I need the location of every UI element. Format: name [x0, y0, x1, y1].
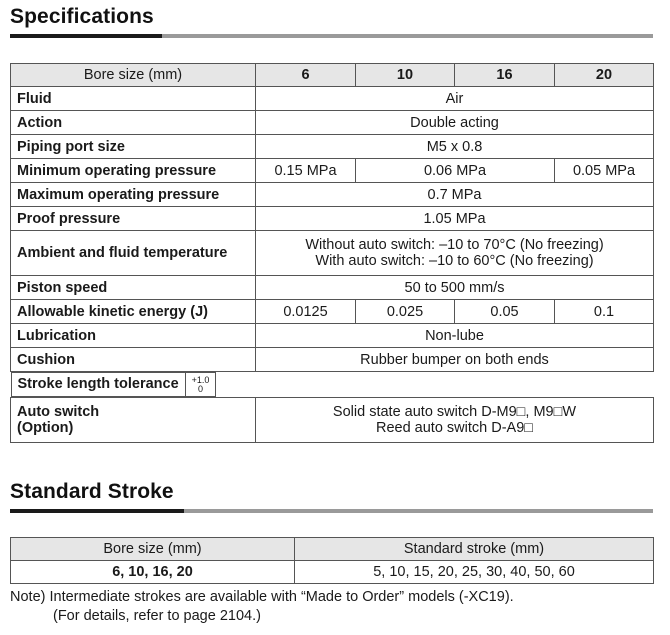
standard-stroke-title: Standard Stroke: [10, 480, 174, 503]
table-row: [11, 276, 654, 300]
action-value: Double acting: [256, 111, 654, 135]
table-row: [11, 231, 654, 276]
standard-stroke-header: Standard stroke (mm): [295, 538, 654, 561]
piston-speed-value: 50 to 500 mm/s: [256, 276, 654, 300]
row-label: Fluid: [11, 87, 256, 111]
standard-stroke-title-rule: [10, 509, 653, 513]
table-row: [11, 372, 217, 397]
kinetic-10: 0.025: [356, 300, 455, 324]
auto-switch-line-2: Reed auto switch D-A9□: [375, 420, 534, 436]
cushion-value: Rubber bumper on both ends: [256, 348, 654, 372]
bore-16-header: 16: [455, 64, 555, 87]
lubrication-value: Non-lube: [256, 324, 654, 348]
temperature-value: [256, 231, 654, 276]
table-row: [11, 207, 654, 231]
min-pressure-10-16: 0.06 MPa: [356, 159, 555, 183]
row-label: Proof pressure: [11, 207, 256, 231]
min-pressure-6: 0.15 MPa: [256, 159, 356, 183]
table-row: [11, 183, 654, 207]
table-row: [11, 111, 654, 135]
kinetic-16: 0.05: [455, 300, 555, 324]
table-row: [11, 348, 654, 372]
note-line-1: Note) Intermediate strokes are available with “Made to Order” models (-XC19).: [10, 589, 514, 605]
specifications-title-rule: [10, 34, 653, 38]
table-row: [11, 324, 654, 348]
table-row: [11, 87, 654, 111]
row-label: Action: [11, 111, 256, 135]
min-pressure-20: 0.05 MPa: [555, 159, 654, 183]
row-label: Ambient and fluid temperature: [11, 231, 256, 276]
strokes-value: 5, 10, 15, 20, 25, 30, 40, 50, 60: [295, 561, 654, 584]
auto-switch-option-label: (Option): [17, 420, 74, 436]
row-label: Minimum operating pressure: [11, 159, 256, 183]
temperature-line-1: Without auto switch: –10 to 70°C (No freezing): [305, 237, 604, 253]
row-label: [11, 398, 256, 443]
piping-value: M5 x 0.8: [256, 135, 654, 159]
bore-10-header: 10: [356, 64, 455, 87]
tolerance-lower: 0: [198, 383, 204, 394]
table-header-row: [11, 538, 654, 561]
bore-6-header: 6: [256, 64, 356, 87]
table-row: [11, 300, 654, 324]
kinetic-20: 0.1: [555, 300, 654, 324]
specifications-table: [10, 63, 654, 443]
temperature-line-2: With auto switch: –10 to 60°C (No freezing): [315, 253, 594, 269]
bore-20-header: 20: [555, 64, 654, 87]
auto-switch-line-1: Solid state auto switch D-M9□, M9□W: [332, 404, 577, 420]
table-header-row: [11, 64, 654, 87]
specifications-title: Specifications: [10, 5, 154, 28]
row-label: Lubrication: [11, 324, 256, 348]
table-row: [11, 398, 654, 443]
table-row: [11, 159, 654, 183]
table-row: [11, 561, 654, 584]
tolerance-upper: +1.0: [191, 374, 210, 385]
fluid-value: Air: [256, 87, 654, 111]
note-line-2: (For details, refer to page 2104.): [53, 608, 261, 624]
bore-size-header: Bore size (mm): [11, 538, 295, 561]
bore-sizes-value: 6, 10, 16, 20: [11, 561, 295, 584]
kinetic-6: 0.0125: [256, 300, 356, 324]
row-label: Piping port size: [11, 135, 256, 159]
row-label: Stroke length tolerance: [11, 373, 185, 397]
auto-switch-value: [256, 398, 654, 443]
table-row: [11, 135, 654, 159]
row-label: Maximum operating pressure: [11, 183, 256, 207]
row-label: Allowable kinetic energy (J): [11, 300, 256, 324]
row-label: Piston speed: [11, 276, 256, 300]
max-pressure-value: 0.7 MPa: [256, 183, 654, 207]
proof-pressure-value: 1.05 MPa: [256, 207, 654, 231]
standard-stroke-table: [10, 537, 654, 584]
stroke-tolerance-value: [185, 373, 216, 397]
auto-switch-label: Auto switch: [17, 404, 100, 420]
bore-size-header: Bore size (mm): [11, 64, 256, 87]
tolerance-stack: [192, 376, 210, 394]
row-label: Cushion: [11, 348, 256, 372]
